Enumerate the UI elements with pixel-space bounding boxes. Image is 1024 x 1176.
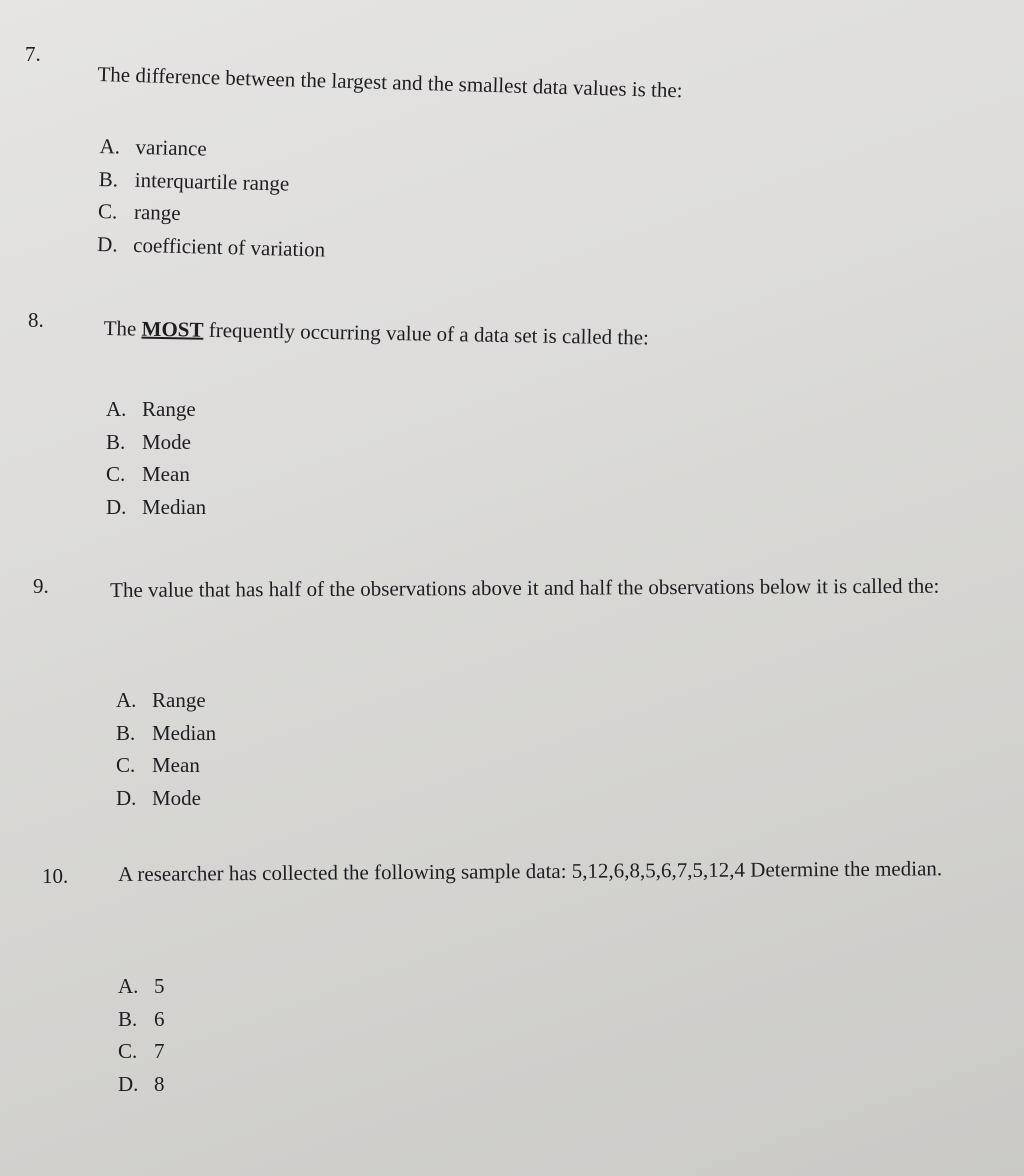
option-text: 5 <box>154 974 165 998</box>
option-letter: B. <box>118 1006 138 1031</box>
question-number: 8. <box>28 308 44 332</box>
option-c[interactable] <box>118 1035 165 1068</box>
option-b[interactable] <box>106 426 206 459</box>
option-a[interactable] <box>106 393 206 426</box>
option-text: Mode <box>142 429 191 454</box>
option-d[interactable] <box>97 227 326 265</box>
option-text: Median <box>152 720 217 745</box>
option-a[interactable] <box>116 684 216 717</box>
question-text-part: The difference between the largest and the smallest data values is the: <box>97 61 683 103</box>
question-text-part: frequently occurring value of a data set is called the: <box>203 317 650 350</box>
emphasized-word: MOST <box>141 316 204 342</box>
option-letter: D. <box>106 494 127 519</box>
option-letter: D. <box>96 231 118 256</box>
question-number: 9. <box>33 574 49 598</box>
question-text <box>110 569 970 606</box>
question-text <box>118 852 998 890</box>
option-c[interactable] <box>106 458 206 491</box>
option-text: Mean <box>142 462 190 486</box>
question-number: 10. <box>42 864 69 888</box>
option-text: range <box>133 199 181 225</box>
option-letter: B. <box>116 720 136 745</box>
question-text <box>103 312 649 354</box>
option-b[interactable] <box>118 1003 165 1036</box>
option-text: interquartile range <box>134 167 290 196</box>
option-letter: A. <box>116 688 137 712</box>
question-number: 7. <box>25 42 41 66</box>
option-d[interactable] <box>118 1068 165 1101</box>
option-a[interactable] <box>118 970 165 1003</box>
option-letter: C. <box>116 753 136 777</box>
answer-options <box>116 684 216 814</box>
option-text: Range <box>152 688 206 712</box>
option-letter: D. <box>116 785 137 810</box>
question-text-part: A researcher has collected the following sample data: 5,12,6,8,5,6,7,5,12,4 Determine the median. <box>118 856 943 886</box>
option-b[interactable] <box>116 717 216 750</box>
option-text: 7 <box>154 1039 165 1063</box>
option-d[interactable] <box>106 491 206 524</box>
option-text: coefficient of variation <box>132 232 326 262</box>
option-letter: C. <box>106 462 126 486</box>
option-text: Mean <box>152 753 200 777</box>
option-text: Mode <box>152 785 201 810</box>
question-text <box>97 58 683 106</box>
option-c[interactable] <box>116 749 216 782</box>
option-text: Median <box>142 494 207 519</box>
question-text-part: The value that has half of the observations above it and half the observations below it is called the: <box>110 573 940 602</box>
option-letter: A. <box>106 397 127 421</box>
option-text: Range <box>142 397 196 421</box>
option-letter: C. <box>97 198 118 224</box>
option-letter: A. <box>99 133 121 159</box>
option-letter: B. <box>98 166 119 191</box>
option-letter: B. <box>106 429 126 454</box>
answer-options <box>97 130 328 266</box>
option-text: variance <box>135 134 207 161</box>
answer-options <box>106 393 206 523</box>
option-text: 6 <box>154 1006 165 1031</box>
option-letter: A. <box>118 974 139 998</box>
option-letter: D. <box>118 1071 139 1096</box>
option-text: 8 <box>154 1071 165 1096</box>
option-letter: C. <box>118 1039 138 1063</box>
question-text-part: The <box>103 315 142 341</box>
option-d[interactable] <box>116 782 216 815</box>
answer-options <box>118 970 165 1100</box>
